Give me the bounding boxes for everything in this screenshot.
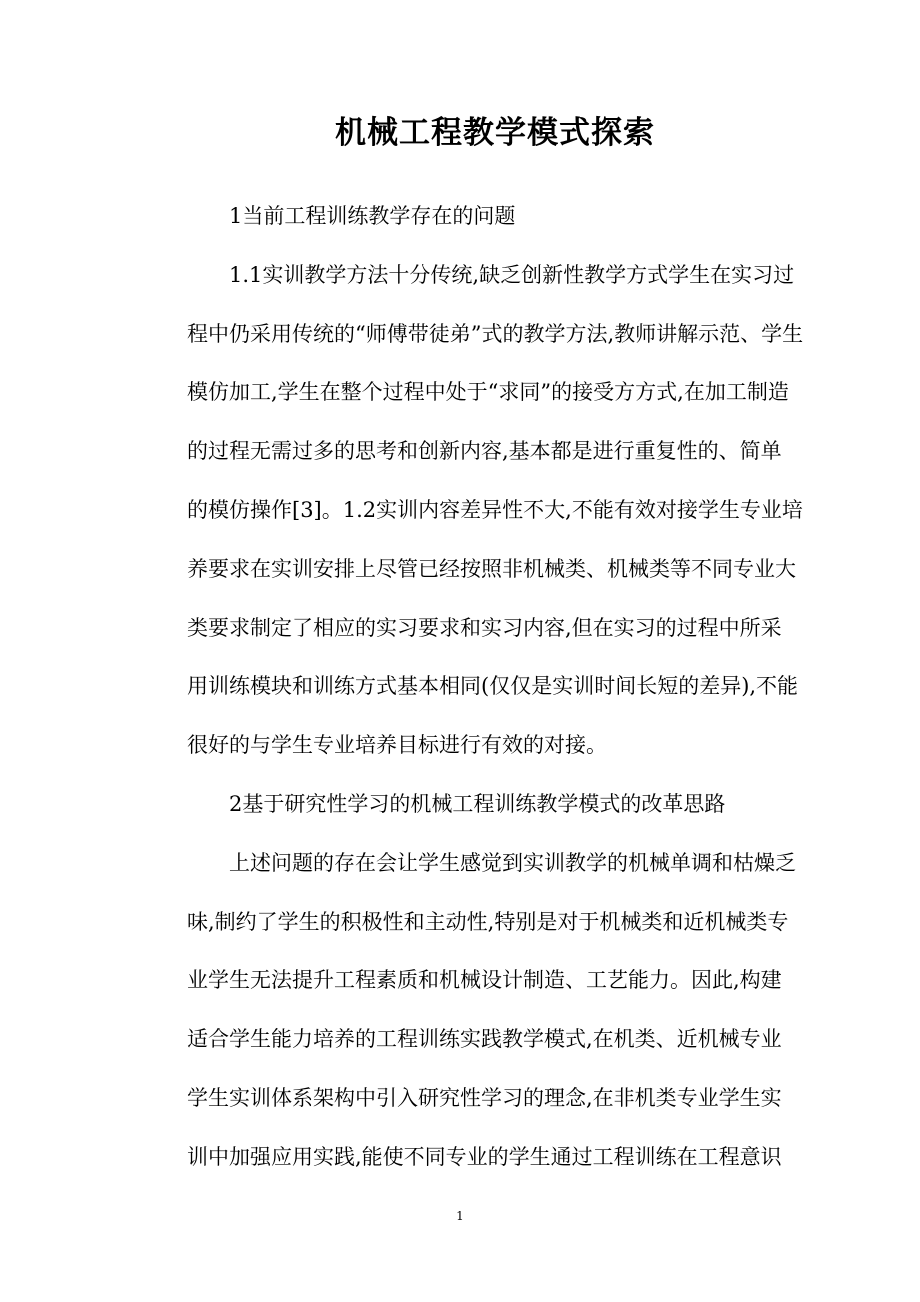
text-line: 味,制约了学生的积极性和主动性,特别是对于机械类和近机械类专	[187, 909, 789, 934]
paragraph-1-1	[145, 246, 804, 775]
text-line: 上述问题的存在会让学生感觉到实训教学的机械单调和枯燥乏	[229, 850, 796, 875]
text-line: 养要求在实训安排上尽管已经按照非机械类、机械类等不同专业大	[187, 556, 796, 581]
text-line: 学生实训体系架构中引入研究性学习的理念,在非机类专业学生实	[187, 1085, 782, 1110]
document-body	[145, 187, 804, 1187]
text-line: 很好的与学生专业培养目标进行有效的对接。	[187, 733, 607, 758]
page-number: 1	[456, 1209, 464, 1223]
text-line: 适合学生能力培养的工程训练实践教学模式,在机类、近机械专业	[187, 1027, 782, 1052]
paragraph-heading-1	[145, 187, 777, 246]
text-line: 训中加强应用实践,能使不同专业的学生通过工程训练在工程意识	[187, 1144, 782, 1169]
text-line: 2基于研究性学习的机械工程训练教学模式的改革思路	[229, 791, 726, 816]
text-line: 业学生无法提升工程素质和机械设计制造、工艺能力。因此,构建	[187, 968, 782, 993]
text-line: 的模仿操作[3]。1.2实训内容差异性不大,不能有效对接学生专业培	[187, 497, 803, 522]
text-line: 1当前工程训练教学存在的问题	[229, 204, 516, 228]
document-title: 机械工程教学模式探索	[335, 115, 655, 151]
text-line: 的过程无需过多的思考和创新内容,基本都是进行重复性的、简单	[187, 439, 782, 464]
text-line: 类要求制定了相应的实习要求和实习内容,但在实习的过程中所采	[187, 615, 782, 640]
paragraph-heading-2	[145, 775, 777, 834]
paragraph-2-body	[145, 834, 796, 1187]
text-line: 程中仍采用传统的“师傅带徒弟”式的教学方法,教师讲解示范、学生	[187, 321, 804, 346]
text-line: 1.1实训教学方法十分传统,缺乏创新性教学方式学生在实习过	[229, 262, 795, 287]
text-line: 模仿加工,学生在整个过程中处于“求同”的接受方方式,在加工制造	[187, 380, 789, 405]
text-line: 用训练模块和训练方式基本相同(仅仅是实训时间长短的差异),不能	[187, 674, 799, 699]
